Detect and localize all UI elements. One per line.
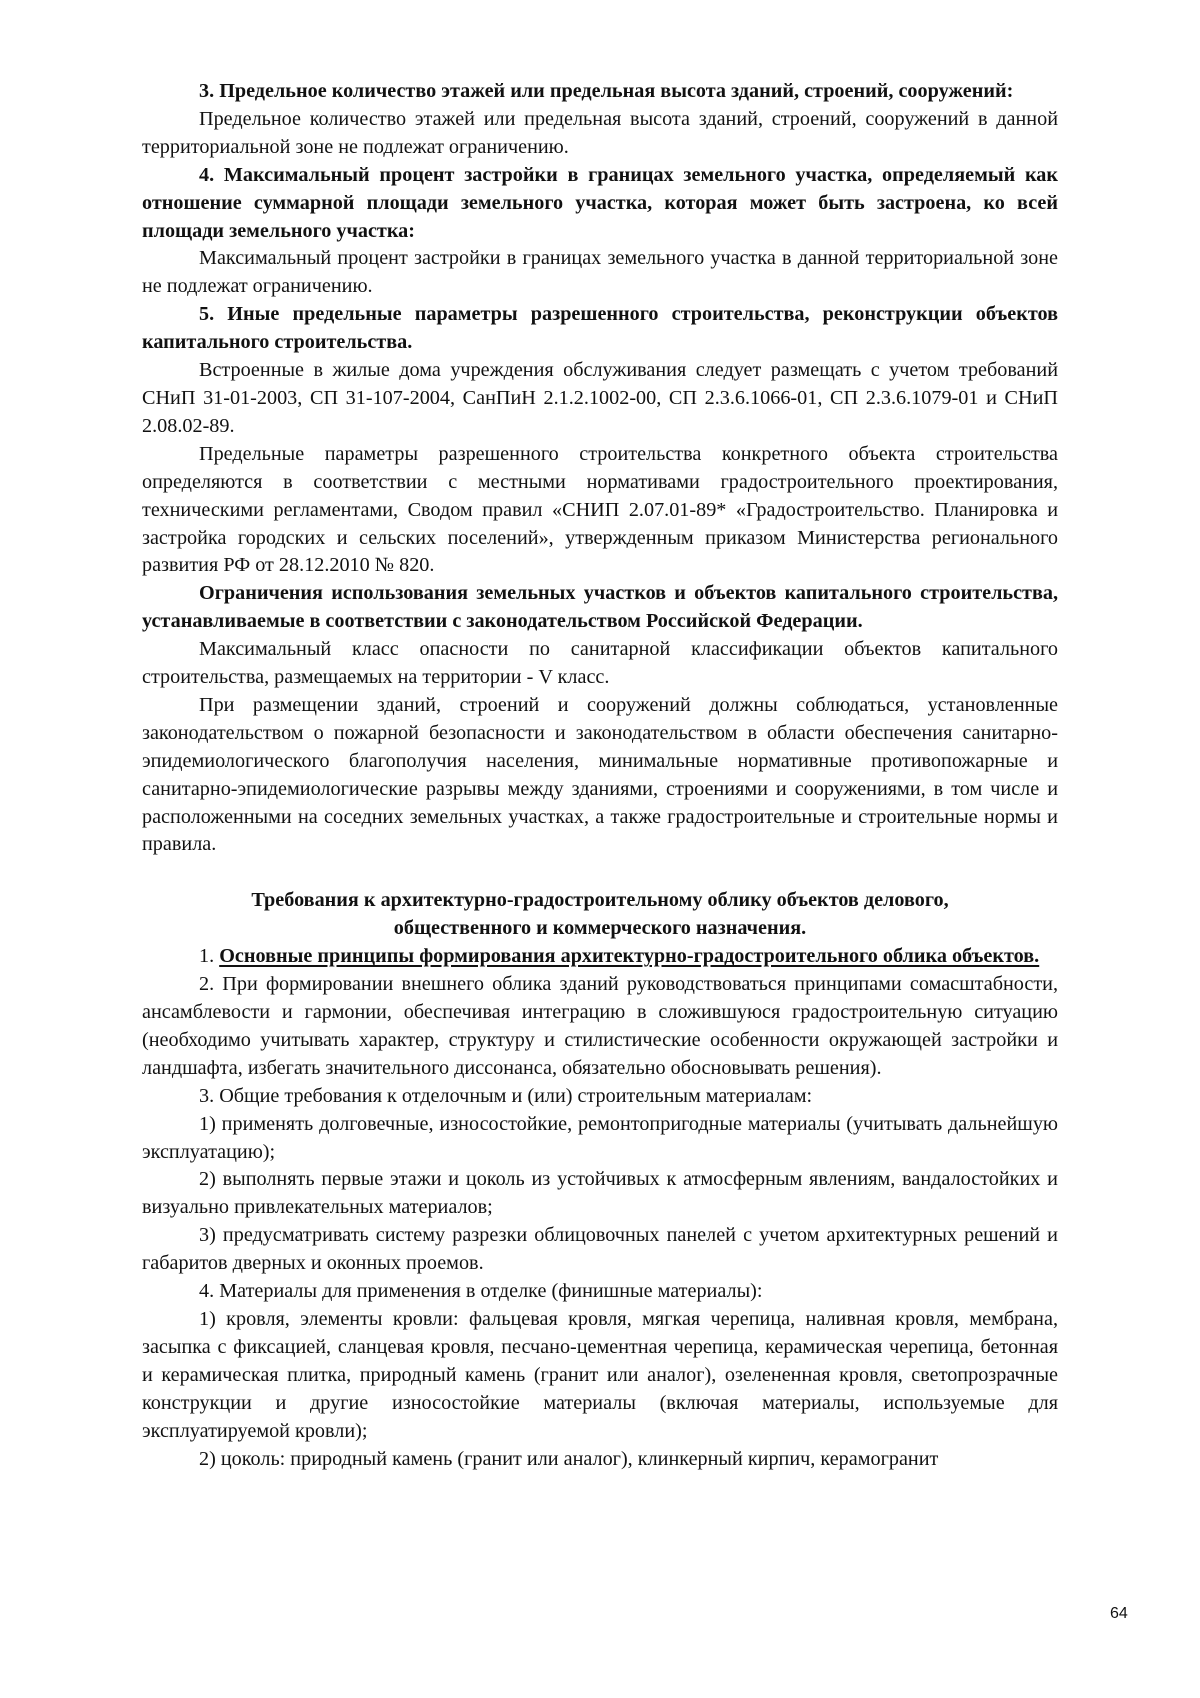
architecture-item-1-number: 1. — [199, 945, 215, 968]
restrictions-heading: Ограничения использования земельных участков и объектов капитального строительства, устанавливаемые в соответствии с законодательством Российской Федерации. — [142, 582, 1058, 633]
architecture-item-4: 4. Материалы для применения в отделке (финишные материалы): — [199, 1280, 763, 1303]
architecture-item-4-sub-2: 2) цоколь: природный камень (гранит или аналог), клинкерный кирпич, керамогранит — [199, 1447, 939, 1470]
page-content — [142, 78, 1058, 1473]
architecture-item-4-sub-1: 1) кровля, элементы кровли: фальцевая кровля, мягкая черепица, наливная кровля, мембрана, засыпка с фиксацией, сланцевая кровля, песчано-цементная черепица, керамическая черепица, бетонная и керамическая плитка, природный камень (гранит или аналог), озелененная кровля, светопрозрачные конструкции и другие износостойкие материалы (включая материалы, используемые для эксплуатируемой кровли); — [142, 1307, 1058, 1442]
section-5-heading: 5. Иные предельные параметры разрешенного строительства, реконструкции объектов капитального строительства. — [142, 303, 1058, 354]
restrictions-paragraph-2: При размещении зданий, строений и сооружений должны соблюдаться, установленные законодательством о пожарной безопасности и законодательством в области обеспечения санитарно-эпидемиологического благополучия населения, минимальные нормативные противопожарные и санитарно-эпидемиологические разрывы между зданиями, строениями и сооружениями, в том числе и расположенными на соседних земельных участках, а также градостроительные и строительные нормы и правила. — [142, 693, 1058, 856]
architecture-requirements-title — [142, 887, 1058, 943]
page-number: 64 — [1110, 1605, 1128, 1622]
section-4-heading: 4. Максимальный процент застройки в границах земельного участка, определяемый как отношение суммарной площади земельного участка, которая может быть застроена, ко всей площади земельного участка: — [142, 163, 1058, 242]
architecture-item-3: 3. Общие требования к отделочным и (или) строительным материалам: — [199, 1084, 813, 1107]
architecture-item-1 — [142, 943, 1058, 971]
section-3-heading: 3. Предельное количество этажей или предельная высота зданий, строений, сооружений: — [199, 80, 1014, 102]
section-5-paragraph-1: Встроенные в жилые дома учреждения обслуживания следует размещать с учетом требований СНиП 31-01-2003, СП 31-107-2004, СанПиН 2.1.2.1002-00, СП 2.3.6.1066-01, СП 2.3.6.1079-01 и СНиП 2.08.02-89. — [142, 359, 1058, 437]
architecture-item-3-sub-3: 3) предусматривать систему разрезки облицовочных панелей с учетом архитектурных решений и габаритов дверных и оконных проемов. — [142, 1224, 1058, 1275]
section-3-text: Предельное количество этажей или предельная высота зданий, строений, сооружений в данной территориальной зоне не подлежат ограничению. — [142, 107, 1058, 158]
architecture-item-1-text: Основные принципы формирования архитектурно-градостроительного облика объектов. — [219, 945, 1040, 968]
architecture-title-line-1: Требования к архитектурно-градостроительному облику объектов делового, — [251, 889, 949, 912]
architecture-title-line-2: общественного и коммерческого назначения. — [393, 917, 807, 940]
restrictions-paragraph-1: Максимальный класс опасности по санитарной классификации объектов капитального строительства, размещаемых на территории - V класс. — [142, 638, 1058, 689]
architecture-item-3-sub-1: 1) применять долговечные, износостойкие, ремонтопригодные материалы (учитывать дальнейшую эксплуатацию); — [142, 1112, 1058, 1163]
section-4-text: Максимальный процент застройки в границах земельного участка в данной территориальной зоне не подлежат ограничению. — [142, 247, 1058, 298]
architecture-item-3-sub-2: 2) выполнять первые этажи и цоколь из устойчивых к атмосферным явлениям, вандалостойких и визуально привлекательных материалов; — [142, 1168, 1058, 1219]
architecture-item-2: 2. При формировании внешнего облика зданий руководствоваться принципами сомасштабности, ансамблевости и гармонии, обеспечивая интеграцию в сложившуюся градостроительную ситуацию (необходимо учитывать характер, структуру и стилистические особенности окружающей застройки и ландшафта, избегать значительного диссонанса, обязательно обосновывать решения). — [142, 973, 1058, 1079]
section-5-paragraph-2: Предельные параметры разрешенного строительства конкретного объекта строительства определяются в соответствии с местными нормативами градостроительного проектирования, техническими регламентами, Сводом правил «СНИП 2.07.01-89* «Градостроительство. Планировка и застройка городских и сельских поселений», утвержденным приказом Министерства регионального развития РФ от 28.12.2010 № 820. — [142, 442, 1058, 577]
